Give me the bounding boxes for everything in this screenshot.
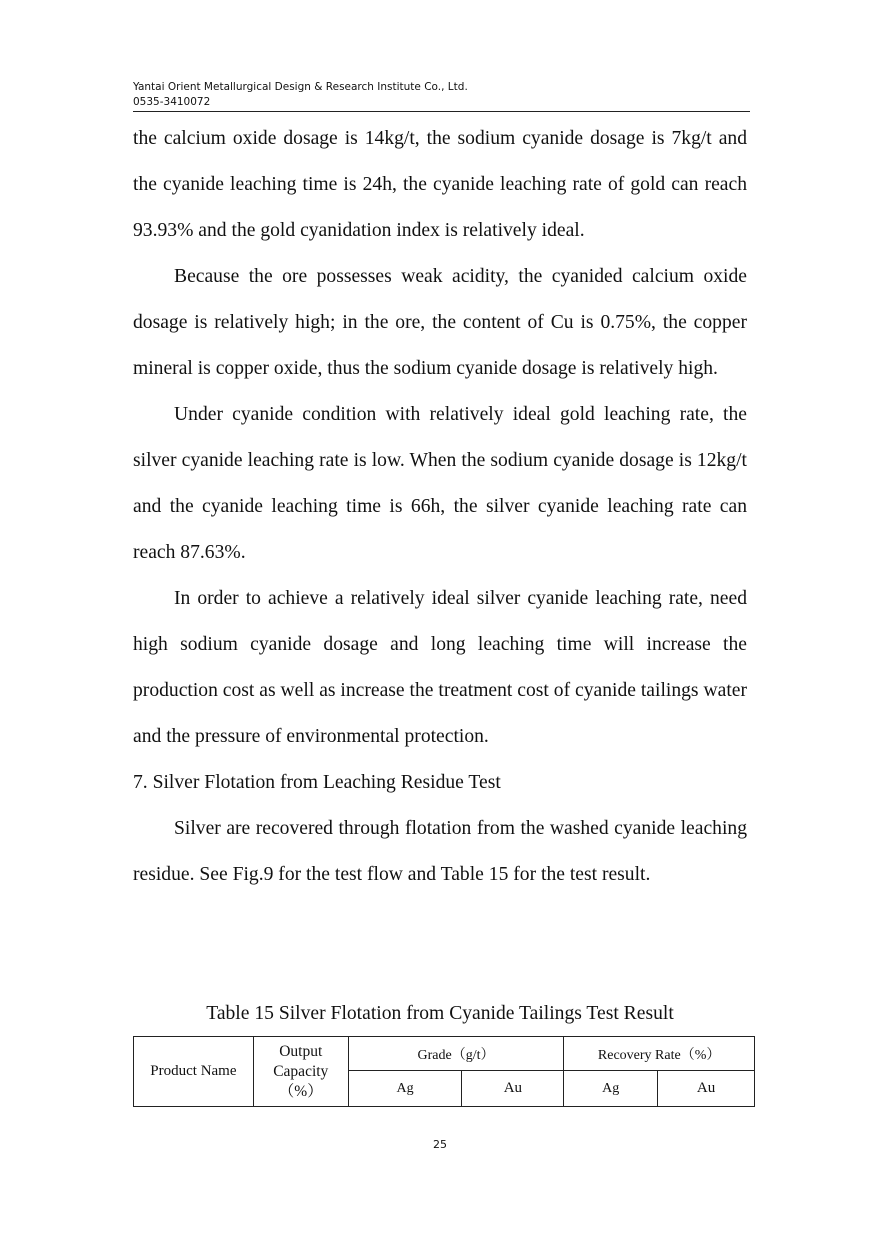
header-divider	[133, 111, 750, 112]
table-title: Table 15 Silver Flotation from Cyanide Tailings Test Result	[206, 1003, 674, 1024]
page-header	[133, 80, 750, 110]
header-output-line1: Output	[279, 1042, 323, 1060]
table-header-row	[134, 1037, 755, 1071]
header-recovery-au: Au	[658, 1071, 755, 1107]
header-output-line3: （%）	[278, 1082, 323, 1100]
header-output-line2: Capacity	[273, 1062, 329, 1080]
header-output-capacity	[253, 1037, 348, 1107]
header-grade-ag: Ag	[348, 1071, 462, 1107]
header-company: Yantai Orient Metallurgical Design & Research Institute Co., Ltd.	[133, 81, 468, 93]
document-body	[133, 116, 747, 898]
header-recovery-rate: Recovery Rate（%）	[564, 1037, 755, 1071]
paragraph-cost: In order to achieve a relatively ideal silver cyanide leaching rate, need high sodium cyanide dosage and long leaching time will increase the production cost as well as increase the treatment cost of cyanide tailings water and the pressure of environmental protection.	[133, 588, 747, 747]
paragraph-silver-leaching: Under cyanide condition with relatively ideal gold leaching rate, the silver cyanide leaching rate is low. When the sodium cyanide dosage is 12kg/t and the cyanide leaching time is 66h, the silver cyanide leaching rate can reach 87.63%.	[133, 404, 747, 563]
paragraph-continuation: the calcium oxide dosage is 14kg/t, the sodium cyanide dosage is 7kg/t and the cyanide leaching time is 24h, the cyanide leaching rate of gold can reach 93.93% and the gold cyanidation index is relatively ideal.	[133, 128, 747, 241]
paragraph-acidity: Because the ore possesses weak acidity, the cyanided calcium oxide dosage is relatively high; in the ore, the content of Cu is 0.75%, the copper mineral is copper oxide, thus the sodium cyanide dosage is relatively high.	[133, 266, 747, 379]
header-phone: 0535-3410072	[133, 96, 211, 108]
header-grade: Grade（g/t）	[348, 1037, 564, 1071]
header-recovery-ag: Ag	[564, 1071, 658, 1107]
header-product-name: Product Name	[134, 1037, 254, 1107]
results-table	[133, 1036, 755, 1107]
header-grade-au: Au	[462, 1071, 564, 1107]
paragraph-flotation: Silver are recovered through flotation from the washed cyanide leaching residue. See Fig.9 for the test flow and Table 15 for the test result.	[133, 818, 747, 885]
section-heading: 7. Silver Flotation from Leaching Residue Test	[133, 772, 501, 793]
page-number: 25	[433, 1138, 447, 1151]
